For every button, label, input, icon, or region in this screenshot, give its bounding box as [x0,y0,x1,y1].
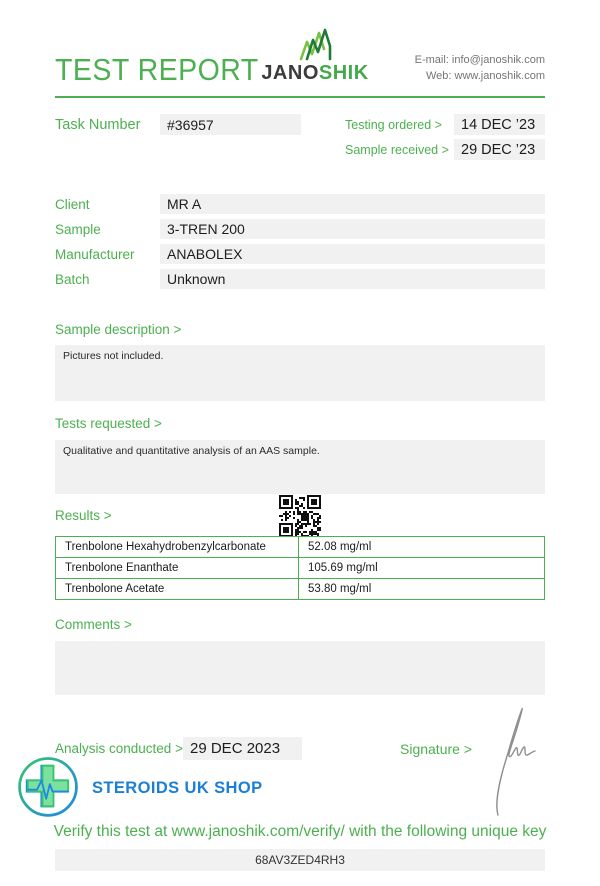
result-analyte: Trenbolone Enanthate [56,558,299,579]
tests-requested-heading: Tests requested > [55,416,162,431]
brand-name-suffix: SHIK [318,62,369,84]
sample-description-text: Pictures not included. [63,350,164,362]
result-amount: 105.69 mg/ml [299,558,545,579]
tests-requested-text: Qualitative and quantitative analysis of an AAS sample. [63,445,320,457]
manufacturer-value: ANABOLEX [160,244,545,264]
results-heading: Results > [55,508,112,523]
tests-requested-box [55,440,545,494]
signature-label: Signature > [400,741,472,757]
header-divider [55,96,545,98]
verify-text: Verify this test at www.janoshik.com/verify/ with the following unique key [53,823,547,840]
result-amount: 52.08 mg/ml [299,537,545,558]
result-amount: 53.80 mg/ml [299,579,545,600]
brand-logo [255,27,375,85]
table-row [56,558,545,579]
comments-heading: Comments > [55,617,132,632]
sample-description-heading: Sample description > [55,322,182,337]
brand-name [255,62,375,85]
contact-web: Web: www.janoshik.com [425,70,545,82]
task-number-value: #36957 [160,114,301,135]
testing-ordered-value: 14 DEC ’23 [454,114,545,135]
sample-received-label: Sample received > [345,143,449,157]
table-row [56,579,545,600]
unique-key-value: 68AV3ZED4RH3 [55,849,545,871]
comments-box [55,641,545,695]
contact-info [415,52,545,84]
sample-value: 3-TREN 200 [160,219,545,239]
result-analyte: Trenbolone Acetate [56,579,299,600]
table-row [56,537,545,558]
sample-description-box [55,345,545,401]
testing-ordered-label: Testing ordered > [345,118,442,132]
client-label: Client [55,197,90,212]
page-title: TEST REPORT [55,52,259,87]
qr-code [279,495,321,537]
sample-received-value: 29 DEC ’23 [454,139,545,160]
manufacturer-label: Manufacturer [55,247,135,262]
analysis-conducted-label: Analysis conducted > [55,741,183,756]
client-value: MR A [160,194,545,214]
signature-scribble [468,703,538,818]
results-table [55,536,545,600]
brand-name-prefix: JANO [261,62,319,84]
contact-email: E-mail: info@janoshik.com [414,54,545,66]
batch-label: Batch [55,272,90,287]
analysis-conducted-value: 29 DEC 2023 [183,737,302,760]
result-analyte: Trenbolone Hexahydrobenzylcarbonate [56,537,299,558]
batch-value: Unknown [160,269,545,289]
medical-cross-icon [15,753,81,819]
shop-name: STEROIDS UK SHOP [92,779,263,797]
growth-chart-icon [293,27,337,61]
sample-label: Sample [55,222,101,237]
task-number-label: Task Number [55,117,141,133]
